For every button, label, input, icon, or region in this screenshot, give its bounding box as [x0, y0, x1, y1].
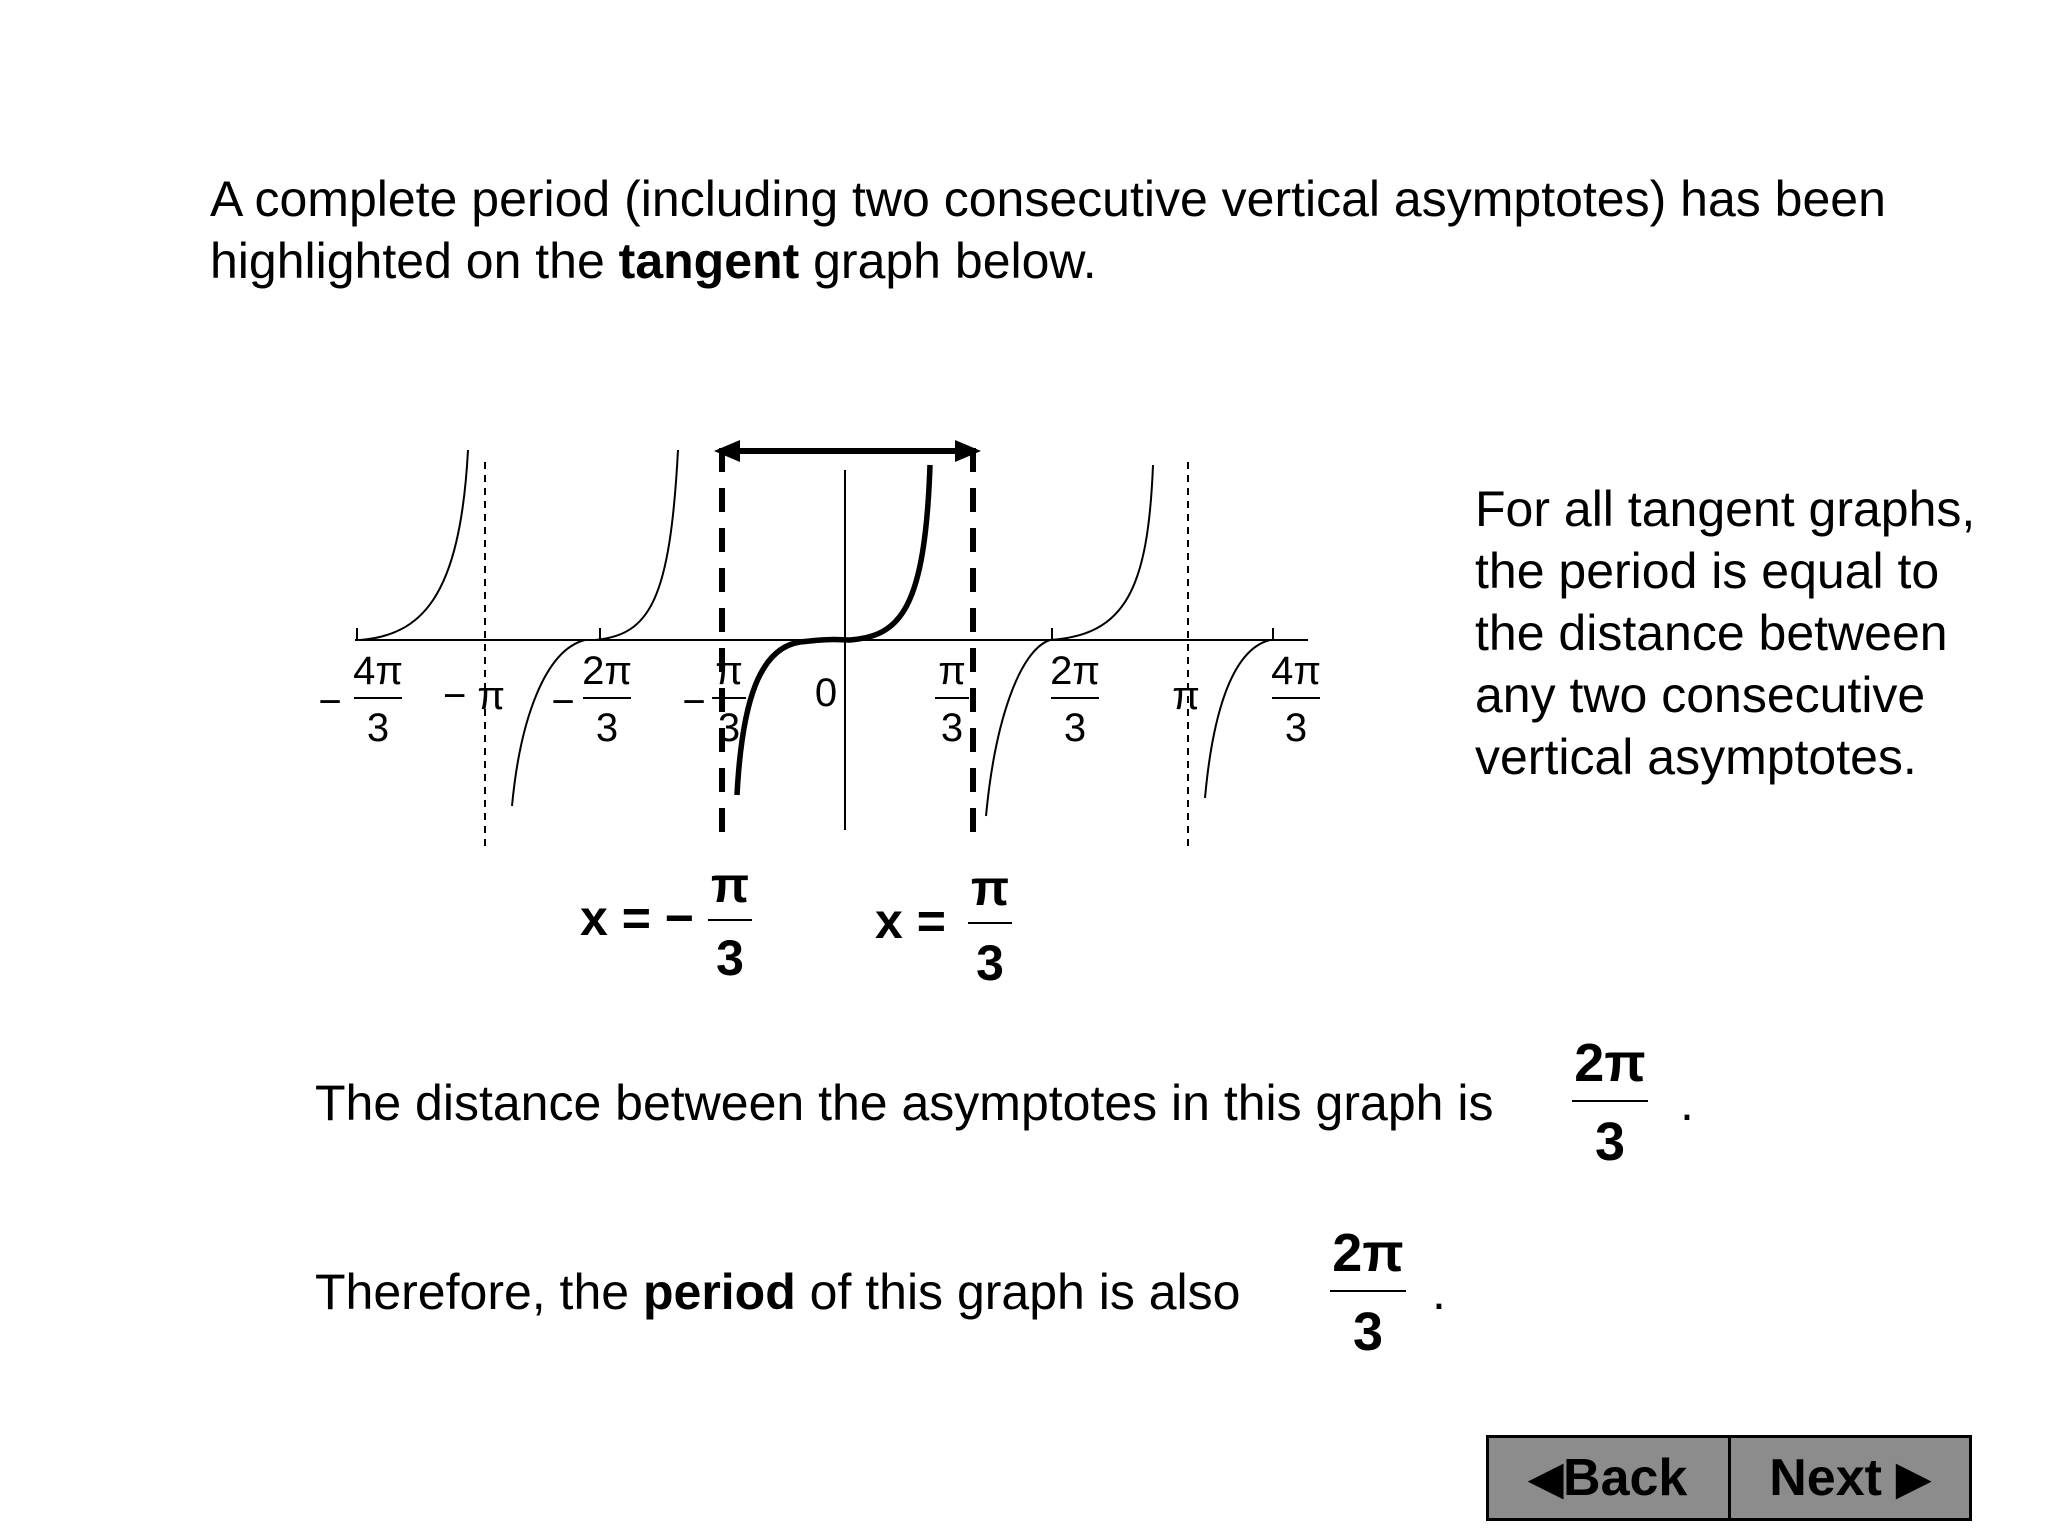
period-suffix: of this graph is also: [795, 1264, 1241, 1320]
period-prefix: Therefore, the: [315, 1264, 643, 1320]
distance-den: 3: [1594, 1112, 1626, 1172]
period-period-mark: .: [1432, 1264, 1446, 1320]
asymptote-left-den: 3: [716, 930, 744, 986]
next-arrow-icon: ▶: [1896, 1453, 1931, 1503]
tick-zero: 0: [814, 671, 838, 715]
period-arrow-head-left: [714, 440, 740, 462]
highlighted-period-curve: [737, 465, 930, 795]
distance-text: The distance between the asymptotes in this graph is: [315, 1075, 1494, 1131]
period-den: 3: [1352, 1302, 1384, 1362]
tick-den-neg-2pi3: 3: [595, 706, 619, 750]
tick-num-4pi3: 4π: [1271, 649, 1321, 693]
distance-period-mark: .: [1680, 1075, 1694, 1131]
period-num: 2π: [1332, 1223, 1404, 1283]
next-label: Next: [1769, 1449, 1882, 1507]
period-text: [315, 1262, 1240, 1322]
back-arrow-icon: ◀: [1529, 1453, 1564, 1503]
tick-sign-neg-4pi3: −: [318, 680, 342, 724]
tick-num-2pi3: 2π: [1050, 649, 1100, 693]
tick-den-4pi3: 3: [1284, 706, 1308, 750]
next-button[interactable]: [1731, 1438, 1970, 1518]
period-bold: period: [642, 1264, 796, 1320]
period-rule-note: For all tangent graphs, the period is equal to the distance between any two consecutive vertical asymptotes.: [1475, 481, 1976, 785]
distance-fraction: [1560, 1025, 1660, 1175]
tick-den-2pi3: 3: [1063, 706, 1087, 750]
tick-sign-neg-pi3: −: [682, 680, 706, 724]
back-button[interactable]: [1489, 1438, 1731, 1518]
intro-bold: tangent: [618, 233, 800, 289]
tick-num-neg-pi3: π: [715, 649, 743, 693]
asymptote-left-lhs: x = −: [580, 890, 694, 946]
slide-navigation: [1486, 1435, 1972, 1521]
period-fraction: [1318, 1215, 1418, 1365]
asymptote-left-num: π: [710, 857, 750, 913]
back-label: Back: [1563, 1449, 1688, 1507]
intro-part2: graph below.: [799, 233, 1097, 289]
tick-neg-pi: − π: [442, 674, 506, 718]
asymptote-right-lhs: x =: [875, 893, 946, 949]
tick-num-neg-2pi3: 2π: [582, 649, 632, 693]
asymptote-right-num: π: [970, 860, 1010, 916]
intro-part1: A complete period (including two consecutive vertical asymptotes) has been highlighted on the: [210, 171, 1886, 289]
tick-num-neg-4pi3: 4π: [353, 649, 403, 693]
tick-pi: π: [1172, 674, 1200, 718]
tick-den-neg-4pi3: 3: [366, 706, 390, 750]
period-arrow-head-right: [955, 440, 981, 462]
tick-den-neg-pi3: 3: [717, 706, 741, 750]
distance-num: 2π: [1574, 1033, 1646, 1093]
tick-den-pi3: 3: [940, 706, 964, 750]
asymptote-right-den: 3: [976, 935, 1004, 991]
tick-sign-neg-2pi3: −: [551, 680, 575, 724]
tick-num-pi3: π: [938, 649, 966, 693]
tangent-curves: [360, 450, 1270, 816]
